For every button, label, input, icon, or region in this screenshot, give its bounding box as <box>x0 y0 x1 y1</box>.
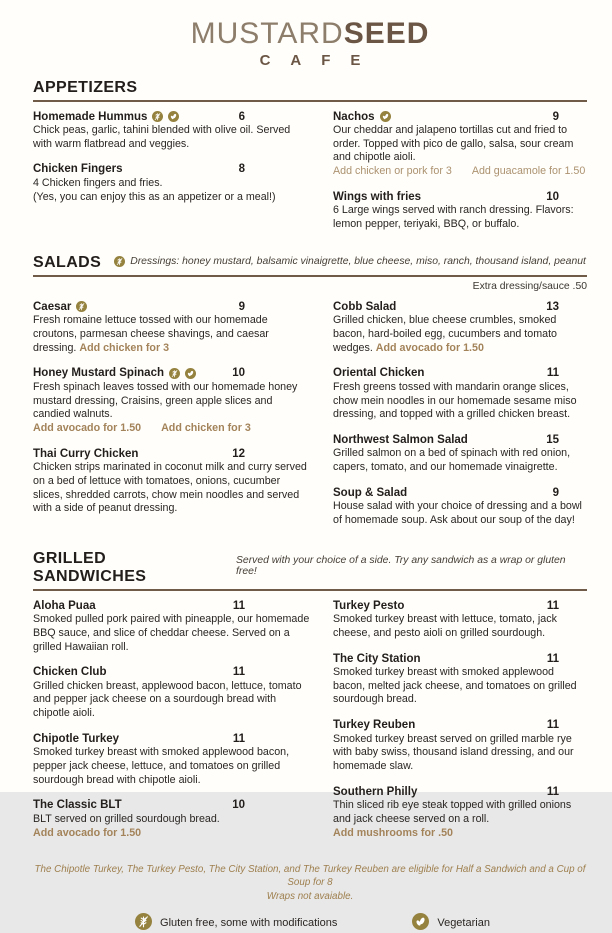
item-price: 11 <box>546 652 559 665</box>
section-title: GRILLED SANDWICHES <box>33 549 147 585</box>
desc-line: BLT served on grilled sourdough bread. <box>33 812 220 825</box>
gluten-free-icon <box>152 111 163 122</box>
addon-note: Add guacamole for 1.50 <box>471 165 586 178</box>
item-description <box>333 314 587 355</box>
legend-vegetarian-icon-slot <box>407 913 429 933</box>
desc-line: Smoked turkey breast with smoked applewood bacon, melted jack cheese, and tomatoes on grilled sourdough bread. <box>333 666 577 706</box>
item-description <box>33 746 311 787</box>
item-header <box>33 733 245 745</box>
item-price: 10 <box>232 367 245 380</box>
vegetarian-icon <box>380 111 391 122</box>
item-price: 11 <box>232 732 245 745</box>
menu-item <box>333 653 587 708</box>
item-name: Turkey Pesto <box>333 599 405 612</box>
item-name: Soup & Salad <box>333 486 408 499</box>
item-description <box>333 500 587 527</box>
item-price: 11 <box>232 599 245 612</box>
menu-item <box>33 600 311 655</box>
addon-note: Add avocado for 1.50 <box>33 826 142 839</box>
logo-mustard: MUSTARD <box>190 17 344 50</box>
addon-note: Add avocado for 1.50 <box>375 341 484 354</box>
item-price: 9 <box>552 110 559 123</box>
menu-item <box>333 301 587 356</box>
item-description <box>33 314 311 355</box>
item-price: 10 <box>546 190 559 203</box>
desc-line: Chick peas, garlic, tahini blended with olive oil. Served with warm flatbread and veggies. <box>33 124 291 150</box>
item-description <box>33 381 311 422</box>
desc-line: Our cheddar and jalapeno tortillas cut and fried to order. Topped with pico de gallo, salsa, sour cream and chipotle aioli. <box>333 124 574 164</box>
menu-item <box>33 733 311 788</box>
menu-item <box>333 786 587 841</box>
menu-item <box>333 600 587 641</box>
legend-gluten-free-icon-slot <box>130 913 152 933</box>
item-name: Turkey Reuben <box>333 719 416 732</box>
item-name: Homemade Hummus <box>33 110 148 123</box>
menu-item <box>333 487 587 528</box>
item-description <box>33 613 311 654</box>
item-description <box>33 177 311 204</box>
section-appetizers <box>33 79 587 244</box>
item-header <box>33 600 245 612</box>
item-header <box>333 301 559 313</box>
addon-line <box>333 827 587 841</box>
item-description <box>33 124 311 151</box>
desc-line: Smoked pulled pork paired with pineapple, our homemade BBQ sauce, and slice of cheddar cheese. Served on a grilled Hawaiian roll. <box>33 613 310 653</box>
section-grilled-sandwiches <box>33 550 587 853</box>
menu-column <box>33 111 311 244</box>
item-price: 13 <box>546 300 559 313</box>
item-price: 12 <box>232 447 245 460</box>
menu-item <box>33 367 311 435</box>
menu-column <box>333 600 587 853</box>
menu-item <box>33 799 311 840</box>
item-description <box>333 381 587 422</box>
menu-item <box>333 191 587 232</box>
gluten-free-icon <box>169 368 180 379</box>
section-note <box>236 555 587 577</box>
item-price: 11 <box>546 719 559 732</box>
footer-note-line2: Wraps not avaiable. <box>266 890 354 902</box>
item-header <box>333 111 559 123</box>
desc-line: 6 Large wings served with ranch dressing. Flavors: lemon pepper, teriyaki, BBQ, or buffalo. <box>333 204 574 231</box>
item-description <box>333 204 587 231</box>
menu-item <box>33 301 311 356</box>
item-name: Nachos <box>333 110 375 123</box>
item-price: 9 <box>238 300 245 313</box>
addon-note: Add avocado for 1.50 <box>33 421 142 434</box>
item-price: 15 <box>546 433 559 446</box>
item-description <box>333 447 587 474</box>
item-price: 10 <box>232 799 245 812</box>
item-header <box>333 719 559 731</box>
section-title: APPETIZERS <box>33 78 138 96</box>
legend-gluten-free-label: Gluten free, some with modifications <box>160 916 338 929</box>
item-name: Oriental Chicken <box>333 367 425 380</box>
item-price: 8 <box>238 163 245 176</box>
item-name: Caesar <box>33 300 72 313</box>
item-header <box>33 799 245 811</box>
section-note-text: Dressings: honey mustard, balsamic vinaigrette, blue cheese, miso, ranch, thousand island, peanut <box>130 255 586 267</box>
item-name: Honey Mustard Spinach <box>33 367 164 380</box>
item-name: Southern Philly <box>333 785 418 798</box>
desc-line: Smoked turkey breast with lettuce, tomato, jack cheese, and pesto aioli on grilled sourdough. <box>333 613 557 639</box>
extra-note: Extra dressing/sauce .50 <box>472 280 587 292</box>
desc-line: Grilled chicken breast, applewood bacon, lettuce, tomato and pepper jack cheese on a sourdough bread with chipotle aioli. <box>33 679 302 720</box>
item-description <box>33 813 311 827</box>
item-header <box>33 301 245 313</box>
desc-line: Smoked turkey breast served on grilled marble rye with baby swiss, thousand island dressing, and our homemade slaw. <box>333 732 574 773</box>
desc-line: Smoked turkey breast with smoked applewood bacon, pepper jack cheese, lettuce, and tomatoes on grilled sourdough bread with chipotle aioli. <box>33 746 290 786</box>
item-header <box>333 653 559 665</box>
item-price: 6 <box>238 110 245 123</box>
item-header <box>33 666 245 678</box>
item-header <box>333 434 559 446</box>
addon-note: Add chicken or pork for 3 <box>333 165 452 178</box>
vegetarian-icon <box>168 111 179 122</box>
item-name: The Classic BLT <box>33 799 122 812</box>
addon-note: Add chicken for 3 <box>79 341 170 354</box>
item-description <box>333 124 587 165</box>
desc-line: Fresh romaine lettuce tossed with our homemade croutons, parmesan cheese shavings, and caesar dressing. Add chicken for 3 <box>33 314 269 354</box>
menu-column <box>333 301 587 540</box>
menu-item <box>333 434 587 475</box>
footer-note <box>33 863 587 904</box>
item-description <box>333 799 587 826</box>
addon-note: Add chicken for 3 <box>161 421 251 434</box>
logo-wordmark <box>33 18 587 50</box>
footer-note-line1: The Chipotle Turkey, The Turkey Pesto, The City Station, and The Turkey Reuben are eligible for Half a Sandwich and a Cup of Soup for 8 <box>34 863 586 889</box>
vegetarian-icon <box>185 368 196 379</box>
desc-line: Grilled chicken, blue cheese crumbles, smoked bacon, hard-boiled egg, cucumbers and tomato wedges. Add avocado for 1.50 <box>333 314 557 354</box>
addon-note: Add mushrooms for .50 <box>333 826 453 839</box>
item-price: 11 <box>546 599 559 612</box>
legend-gluten-free <box>130 913 337 933</box>
item-header <box>33 448 245 460</box>
item-name: Wings with fries <box>333 190 422 203</box>
desc-line: Thin sliced rib eye steak topped with grilled onions and jack cheese served on a roll. <box>333 799 572 825</box>
menu-item <box>333 719 587 774</box>
gluten-free-icon <box>76 301 87 312</box>
legend <box>33 913 587 933</box>
item-header <box>33 163 245 175</box>
item-name: Aloha Puaa <box>33 599 96 612</box>
item-header <box>333 786 559 798</box>
item-price: 11 <box>232 666 245 679</box>
logo <box>33 18 587 69</box>
item-name: The City Station <box>333 652 421 665</box>
addon-line <box>333 165 587 179</box>
desc-line: Fresh spinach leaves tossed with our homemade honey mustard dressing, Craisins, green apple slices and candied walnuts. <box>33 380 298 421</box>
item-description <box>33 461 311 516</box>
item-price: 9 <box>552 486 559 499</box>
menu-column <box>33 600 311 853</box>
item-price: 11 <box>546 367 559 380</box>
menu-item <box>33 163 311 204</box>
item-header <box>333 191 559 203</box>
desc-line: Chicken strips marinated in coconut milk and curry served on a bed of lettuce with tomatoes, onions, cucumber slices, shredded carrots, chow mein noodles and served with a side of peanut dressing. <box>33 461 307 515</box>
item-header <box>333 600 559 612</box>
item-description <box>333 613 587 640</box>
item-name: Chicken Club <box>33 666 107 679</box>
item-header <box>333 487 559 499</box>
addon-line <box>33 827 311 841</box>
logo-cafe: CAFE <box>259 51 381 69</box>
section-note-text: Served with your choice of a side. Try any sandwich as a wrap or gluten free! <box>235 554 566 577</box>
menu-item <box>33 448 311 516</box>
legend-vegetarian-label: Vegetarian <box>437 916 490 929</box>
item-header <box>33 367 245 379</box>
item-name: Northwest Salmon Salad <box>333 433 468 446</box>
desc-line: House salad with your choice of dressing and a bowl of homemade soup. Ask about our soup of the day! <box>333 500 582 527</box>
section-salads <box>33 254 587 540</box>
vegetarian-icon <box>412 913 429 930</box>
item-name: Thai Curry Chicken <box>33 447 139 460</box>
item-header <box>333 367 559 379</box>
item-description <box>33 680 311 721</box>
item-header <box>33 111 245 123</box>
section-title: SALADS <box>33 253 102 271</box>
section-note <box>114 256 586 267</box>
menu-column <box>333 111 587 244</box>
item-price: 11 <box>546 785 559 798</box>
desc-line: (Yes, you can enjoy this as an appetizer or a meal!) <box>33 190 276 203</box>
footer <box>33 863 587 933</box>
menu-item <box>33 111 311 152</box>
addon-line <box>33 422 311 436</box>
item-name: Chicken Fingers <box>33 163 123 176</box>
item-description <box>333 666 587 707</box>
desc-line: Grilled salmon on a bed of spinach with red onion, capers, tomato, and our homemade vinaigrette. <box>333 447 571 474</box>
desc-line: Fresh greens tossed with mandarin orange slices, chow mein noodles in our homemade sesame miso dressing, and topped with a grilled chicken breast. <box>333 380 577 421</box>
menu-item <box>333 367 587 422</box>
gluten-free-icon <box>114 256 125 267</box>
menu-item <box>333 111 587 179</box>
item-description <box>333 733 587 774</box>
item-name: Cobb Salad <box>333 300 397 313</box>
item-name: Chipotle Turkey <box>33 732 120 745</box>
menu-item <box>33 666 311 721</box>
desc-line: 4 Chicken fingers and fries. <box>33 176 163 189</box>
menu-sections <box>33 79 587 853</box>
gluten-free-icon <box>135 913 152 930</box>
logo-seed: SEED <box>343 17 430 50</box>
menu-column <box>33 301 311 540</box>
legend-vegetarian <box>407 913 490 933</box>
